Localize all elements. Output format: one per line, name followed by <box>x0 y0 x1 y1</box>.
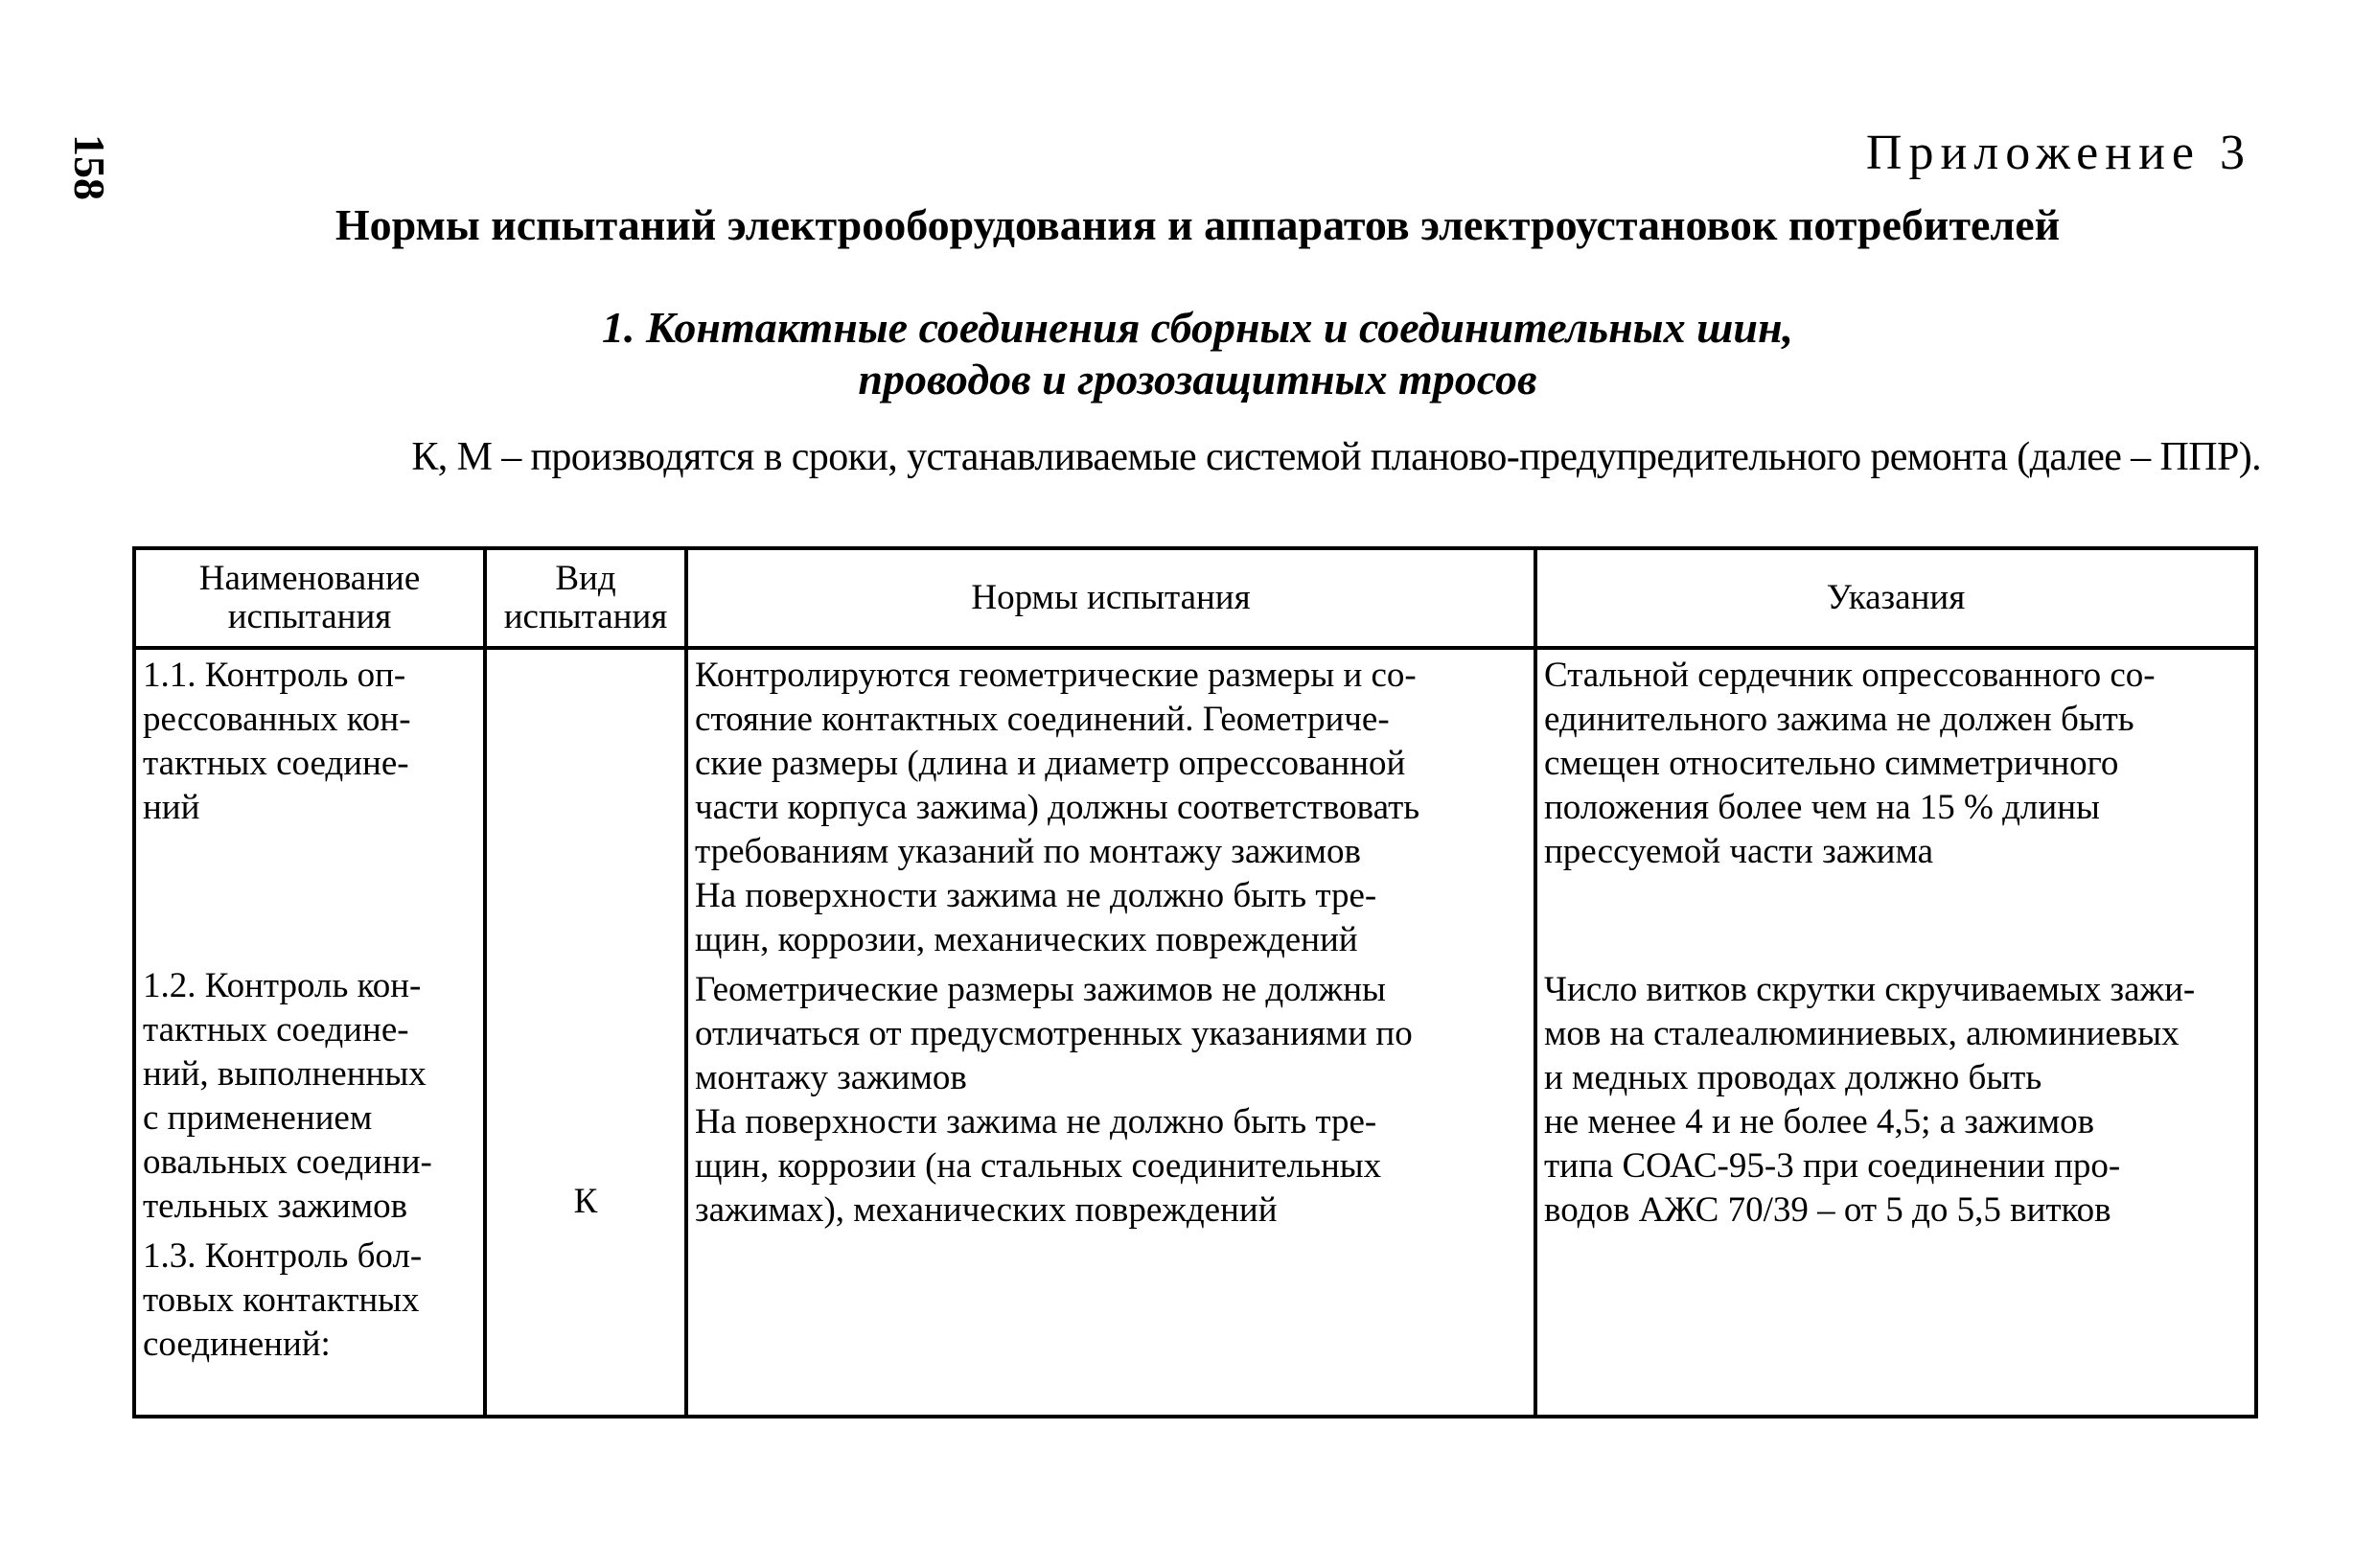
row-3-name <box>143 1234 476 1367</box>
cell-text-line: ний, выполненных <box>143 1054 427 1094</box>
cell-text-line: На поверхности зажима не должно быть тре- <box>695 876 1377 915</box>
cell-text-line: щин, коррозии (на стальных соединительных <box>695 1146 1382 1186</box>
cell-text-line: единительного зажима не должен быть <box>1544 700 2134 739</box>
cell-text-line: Контролируются геометрические размеры и со- <box>695 656 1417 695</box>
header-test-name: Наименование испытания <box>134 548 485 648</box>
header-test-kind: Вид испытания <box>485 548 686 648</box>
section-title <box>144 302 2251 405</box>
cell-text-line: стояние контактных соединений. Геометриче- <box>695 700 1390 739</box>
cell-text-line: соединений: <box>143 1325 331 1364</box>
cell-text-line: водов АЖС 70/39 – от 5 до 5,5 витков <box>1544 1190 2111 1230</box>
cell-notes <box>1535 648 2256 1417</box>
cell-text-line: требованиям указаний по монтажу зажимов <box>695 832 1361 871</box>
cell-text-line: типа СОАС-95-3 при соединении про- <box>1544 1146 2121 1186</box>
cell-text-line: ний <box>143 788 200 827</box>
test-norms-table <box>132 546 2258 1418</box>
cell-text-line: тельных зажимов <box>143 1187 408 1226</box>
cell-text-line: товых контактных <box>143 1280 420 1320</box>
appendix-label: Приложение 3 <box>1865 126 2251 180</box>
cell-text-line: и медных проводах должно быть <box>1544 1058 2042 1097</box>
row-2-notes <box>1544 968 2248 1233</box>
cell-text-line: с применением <box>143 1098 373 1138</box>
cell-test-names <box>134 648 485 1417</box>
cell-text-line: части корпуса зажима) должны соответствовать <box>695 788 1420 827</box>
table-header-row <box>134 548 2256 648</box>
cell-text-line: На поверхности зажима не должно быть тре- <box>695 1102 1377 1141</box>
cell-text-line: рессованных кон- <box>143 700 411 739</box>
cell-text-line: овальных соедини- <box>143 1142 432 1182</box>
cell-text-line: тактных соедине- <box>143 744 409 783</box>
cell-text-line: щин, коррозии, механических повреждений <box>695 920 1358 959</box>
cell-text-line: зажимах), механических повреждений <box>695 1190 1278 1230</box>
cell-text-line: 1.2. Контроль кон- <box>143 966 422 1005</box>
test-kind-value: К <box>573 1182 598 1221</box>
section-title-line-2: проводов и грозозащитных тросов <box>858 355 1537 404</box>
periodicity-note: К, М – производятся в сроки, устанавливаемые системой планово-предупредительного ремонта (далее – ППР). <box>411 435 2261 479</box>
table-row <box>134 648 2256 1417</box>
header-notes: Указания <box>1535 548 2256 648</box>
document-title: Нормы испытаний электрооборудования и аппаратов электроустановок потребителей <box>334 200 2061 249</box>
cell-text-line: не менее 4 и не более 4,5; а зажимов <box>1544 1102 2095 1141</box>
cell-text-line: 1.3. Контроль бол- <box>143 1236 423 1276</box>
cell-text-line: Число витков скрутки скручиваемых зажи- <box>1544 970 2196 1009</box>
cell-text-line: положения более чем на 15 % длины <box>1544 788 2100 827</box>
cell-text-line: Стальной сердечник опрессованного со- <box>1544 656 2156 695</box>
cell-text-line: монтажу зажимов <box>695 1058 967 1097</box>
cell-text-line: мов на сталеалюминиевых, алюминиевых <box>1544 1014 2180 1053</box>
header-norms: Нормы испытания <box>686 548 1535 648</box>
cell-text-line: тактных соедине- <box>143 1010 409 1049</box>
row-1-name <box>143 654 476 830</box>
row-1-norms <box>695 654 1527 962</box>
cell-norms <box>686 648 1535 1417</box>
section-title-line-1: 1. Контактные соединения сборных и соединительных шин, <box>601 303 1794 352</box>
row-2-name <box>143 964 476 1229</box>
cell-text-line: прессуемой части зажима <box>1544 832 1934 871</box>
cell-text-line: ские размеры (длина и диаметр опрессованной <box>695 744 1406 783</box>
row-2-norms <box>695 968 1527 1233</box>
cell-text-line: отличаться от предусмотренных указаниями по <box>695 1014 1413 1053</box>
cell-text-line: смещен относительно симметричного <box>1544 744 2119 783</box>
cell-text-line: 1.1. Контроль оп- <box>143 656 406 695</box>
cell-test-kind <box>485 648 686 1417</box>
row-1-notes <box>1544 654 2248 874</box>
cell-text-line: Геометрические размеры зажимов не должны <box>695 970 1386 1009</box>
page-number: 158 <box>65 134 114 200</box>
